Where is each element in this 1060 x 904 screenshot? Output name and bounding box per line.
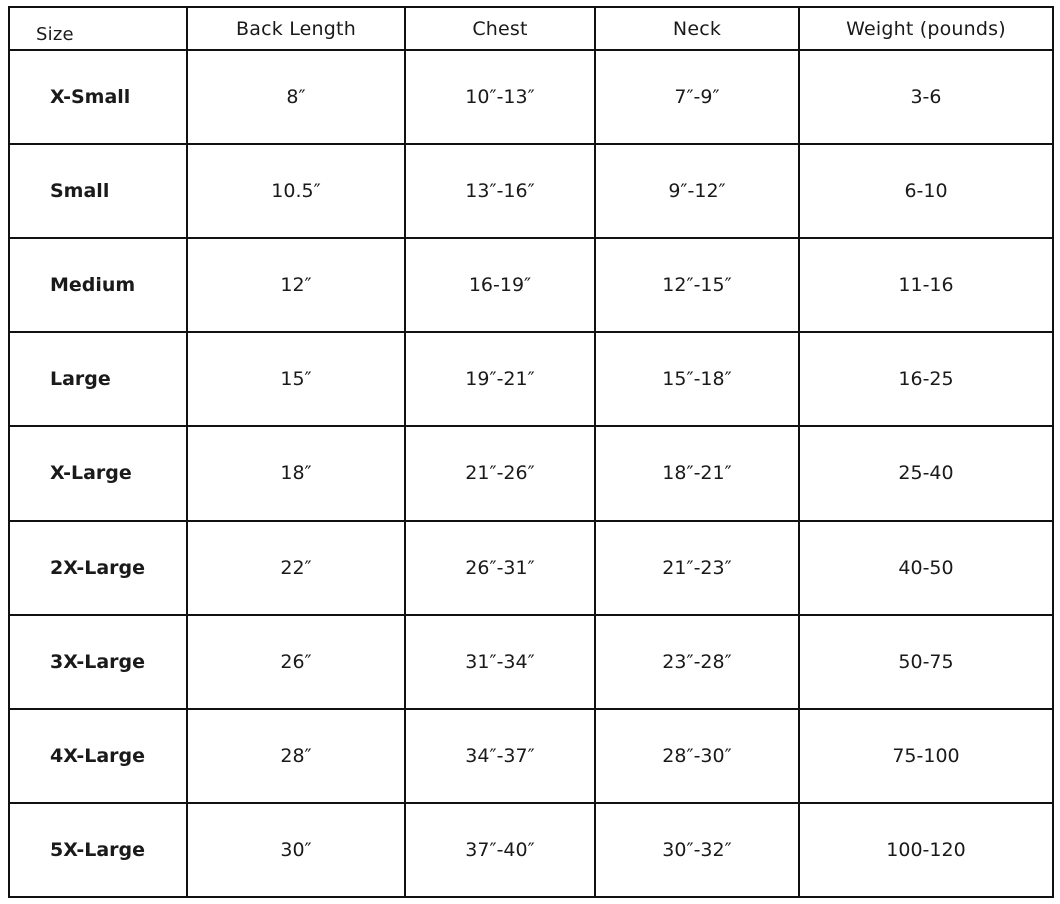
cell-weight: 40-50 bbox=[799, 521, 1053, 615]
column-header-chest: Chest bbox=[405, 7, 595, 50]
cell-back-length: 30″ bbox=[187, 803, 405, 897]
cell-chest: 10″-13″ bbox=[405, 50, 595, 144]
cell-chest: 21″-26″ bbox=[405, 426, 595, 520]
cell-chest: 26″-31″ bbox=[405, 521, 595, 615]
cell-weight: 100-120 bbox=[799, 803, 1053, 897]
table-row bbox=[9, 709, 1053, 803]
table-row bbox=[9, 803, 1053, 897]
cell-size: X-Small bbox=[9, 50, 187, 144]
cell-weight: 75-100 bbox=[799, 709, 1053, 803]
cell-chest: 31″-34″ bbox=[405, 615, 595, 709]
cell-back-length: 22″ bbox=[187, 521, 405, 615]
table-header bbox=[9, 7, 1053, 50]
cell-size: Large bbox=[9, 332, 187, 426]
cell-neck: 28″-30″ bbox=[595, 709, 799, 803]
cell-size: 5X-Large bbox=[9, 803, 187, 897]
cell-weight: 6-10 bbox=[799, 144, 1053, 238]
cell-weight: 25-40 bbox=[799, 426, 1053, 520]
size-chart-table bbox=[8, 6, 1054, 898]
cell-back-length: 15″ bbox=[187, 332, 405, 426]
cell-size: Medium bbox=[9, 238, 187, 332]
cell-neck: 21″-23″ bbox=[595, 521, 799, 615]
cell-chest: 19″-21″ bbox=[405, 332, 595, 426]
cell-neck: 9″-12″ bbox=[595, 144, 799, 238]
cell-chest: 34″-37″ bbox=[405, 709, 595, 803]
cell-back-length: 28″ bbox=[187, 709, 405, 803]
cell-size: Small bbox=[9, 144, 187, 238]
table-body bbox=[9, 50, 1053, 897]
table-row bbox=[9, 332, 1053, 426]
cell-size: 3X-Large bbox=[9, 615, 187, 709]
cell-weight: 16-25 bbox=[799, 332, 1053, 426]
cell-chest: 16-19″ bbox=[405, 238, 595, 332]
column-header-back-length: Back Length bbox=[187, 7, 405, 50]
table-row bbox=[9, 238, 1053, 332]
table-row bbox=[9, 50, 1053, 144]
cell-chest: 37″-40″ bbox=[405, 803, 595, 897]
cell-size: 4X-Large bbox=[9, 709, 187, 803]
cell-size: 2X-Large bbox=[9, 521, 187, 615]
column-header-size: Size bbox=[9, 7, 187, 50]
cell-size: X-Large bbox=[9, 426, 187, 520]
cell-neck: 15″-18″ bbox=[595, 332, 799, 426]
header-row bbox=[9, 7, 1053, 50]
cell-back-length: 18″ bbox=[187, 426, 405, 520]
column-header-neck: Neck bbox=[595, 7, 799, 50]
cell-neck: 12″-15″ bbox=[595, 238, 799, 332]
cell-weight: 11-16 bbox=[799, 238, 1053, 332]
cell-chest: 13″-16″ bbox=[405, 144, 595, 238]
table-row bbox=[9, 144, 1053, 238]
cell-neck: 23″-28″ bbox=[595, 615, 799, 709]
cell-weight: 50-75 bbox=[799, 615, 1053, 709]
cell-back-length: 8″ bbox=[187, 50, 405, 144]
table-row bbox=[9, 521, 1053, 615]
table-row bbox=[9, 615, 1053, 709]
cell-back-length: 10.5″ bbox=[187, 144, 405, 238]
table-row bbox=[9, 426, 1053, 520]
cell-weight: 3-6 bbox=[799, 50, 1053, 144]
column-header-weight: Weight (pounds) bbox=[799, 7, 1053, 50]
cell-neck: 7″-9″ bbox=[595, 50, 799, 144]
cell-neck: 18″-21″ bbox=[595, 426, 799, 520]
cell-back-length: 12″ bbox=[187, 238, 405, 332]
cell-neck: 30″-32″ bbox=[595, 803, 799, 897]
cell-back-length: 26″ bbox=[187, 615, 405, 709]
